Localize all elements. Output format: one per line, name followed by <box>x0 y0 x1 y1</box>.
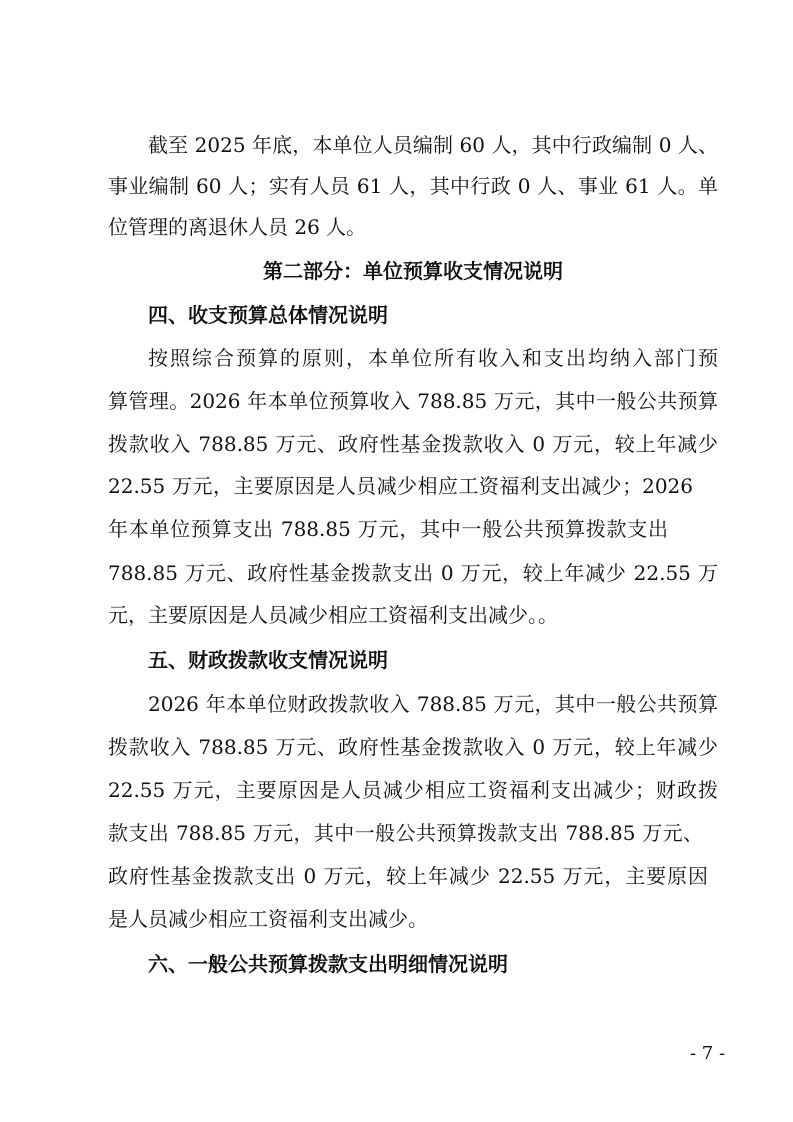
part-title: 第二部分：单位预算收支情况说明 <box>263 259 563 283</box>
text-line: 按照综合预算的原则，本单位所有收入和支出均纳入部门预 <box>148 346 718 370</box>
text-line: 拨款收入 788.85 万元、政府性基金拨款收入 0 万元，较上年减少 <box>108 735 718 759</box>
text-line: 元，主要原因是人员减少相应工资福利支出减少。。 <box>108 603 558 627</box>
section-heading: 五、财政拨款收支情况说明 <box>148 648 388 672</box>
text-line: 截至 2025 年底，本单位人员编制 60 人，其中行政编制 0 人、 <box>148 133 718 157</box>
text-line: 事业编制 60 人；实有人员 61 人，其中行政 0 人、事业 61 人。单 <box>108 174 718 198</box>
text-line: 2026 年本单位财政拨款收入 788.85 万元，其中一般公共预算 <box>148 692 718 716</box>
text-line: 位管理的离退休人员 26 人。 <box>108 215 367 239</box>
text-line: 年本单位预算支出 788.85 万元，其中一般公共预算拨款支出 <box>108 517 668 541</box>
text-line: 拨款收入 788.85 万元、政府性基金拨款收入 0 万元，较上年减少 <box>108 432 718 456</box>
text-line: 算管理。2026 年本单位预算收入 788.85 万元，其中一般公共预算 <box>108 389 718 413</box>
text-line: 22.55 万元，主要原因是人员减少相应工资福利支出减少；财政拨 <box>108 778 718 802</box>
section-heading: 四、收支预算总体情况说明 <box>148 303 388 327</box>
text-line: 款支出 788.85 万元，其中一般公共预算拨款支出 788.85 万元、 <box>108 821 703 845</box>
text-line: 是人员减少相应工资福利支出减少。 <box>108 907 428 931</box>
section-heading: 六、一般公共预算拨款支出明细情况说明 <box>148 952 508 976</box>
text-line: 22.55 万元，主要原因是人员减少相应工资福利支出减少；2026 <box>108 474 693 498</box>
text-line: 788.85 万元、政府性基金拨款支出 0 万元，较上年减少 22.55 万 <box>108 561 718 585</box>
page-number: - 7 - <box>690 1043 726 1064</box>
text-line: 政府性基金拨款支出 0 万元，较上年减少 22.55 万元，主要原因 <box>108 864 708 888</box>
